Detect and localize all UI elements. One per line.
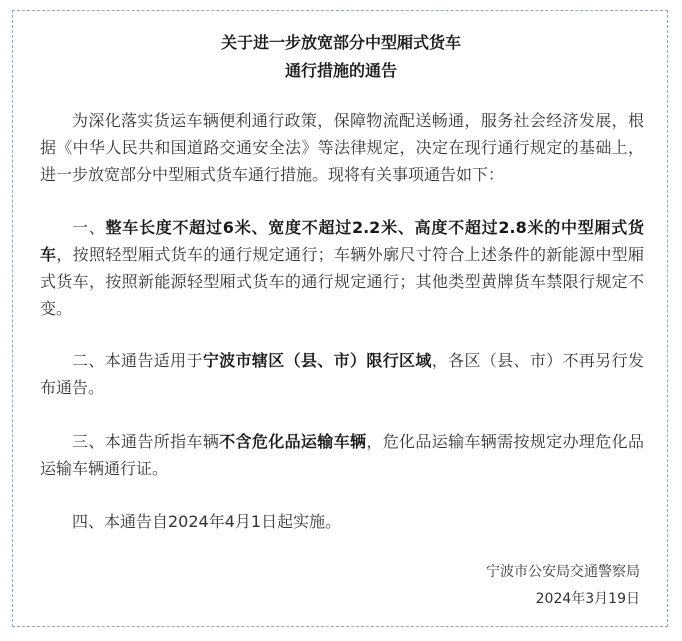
issue-date: 2024年3月19日 — [535, 591, 640, 607]
item-2-paragraph — [40, 347, 644, 401]
item-2-prefix: 二、本通告适用于 — [72, 351, 203, 370]
item-3-rest: ，危化品运输车辆需按规定办理危化品运输车辆通行证。 — [40, 432, 644, 478]
notice-title-line2: 通行措施的通告 — [284, 61, 397, 80]
item-3-bold: 不含危化品运输车辆 — [219, 432, 367, 451]
item-1-bold: 整车长度不超过6米、宽度不超过2.2米、高度不超过2.8米的中型厢式货车 — [40, 218, 644, 264]
item-1-paragraph — [40, 214, 644, 322]
item-3-prefix: 三、本通告所指车辆 — [72, 432, 220, 451]
intro-paragraph: 为深化落实货运车辆便利通行政策，保障物流配送畅通，服务社会经济发展，根据《中华人民共和国道路交通安全法》等法律规定，决定在现行通行规定的基础上，进一步放宽部分中型厢式货车通行措施。现将有关事项通告如下： — [40, 111, 644, 184]
notice-title-line1: 关于进一步放宽部分中型厢式货车 — [220, 33, 461, 52]
item-4-paragraph: 四、本通告自2024年4月1日起实施。 — [72, 512, 342, 531]
item-3-paragraph — [40, 428, 644, 482]
item-2-bold: 宁波市辖区（县、市）限行区域 — [202, 351, 432, 370]
item-2-rest: ，各区（县、市）不再另行发布通告。 — [40, 351, 644, 397]
issuer-signature: 宁波市公安局交通警察局 — [486, 564, 640, 580]
item-1-rest: ，按照轻型厢式货车的通行规定通行；车辆外廓尺寸符合上述条件的新能源中型厢式货车，按照新能源轻型厢式货车的通行规定通行；其他类型黄牌货车禁限行规定不变。 — [40, 245, 644, 318]
item-1-prefix: 一、 — [72, 218, 106, 237]
